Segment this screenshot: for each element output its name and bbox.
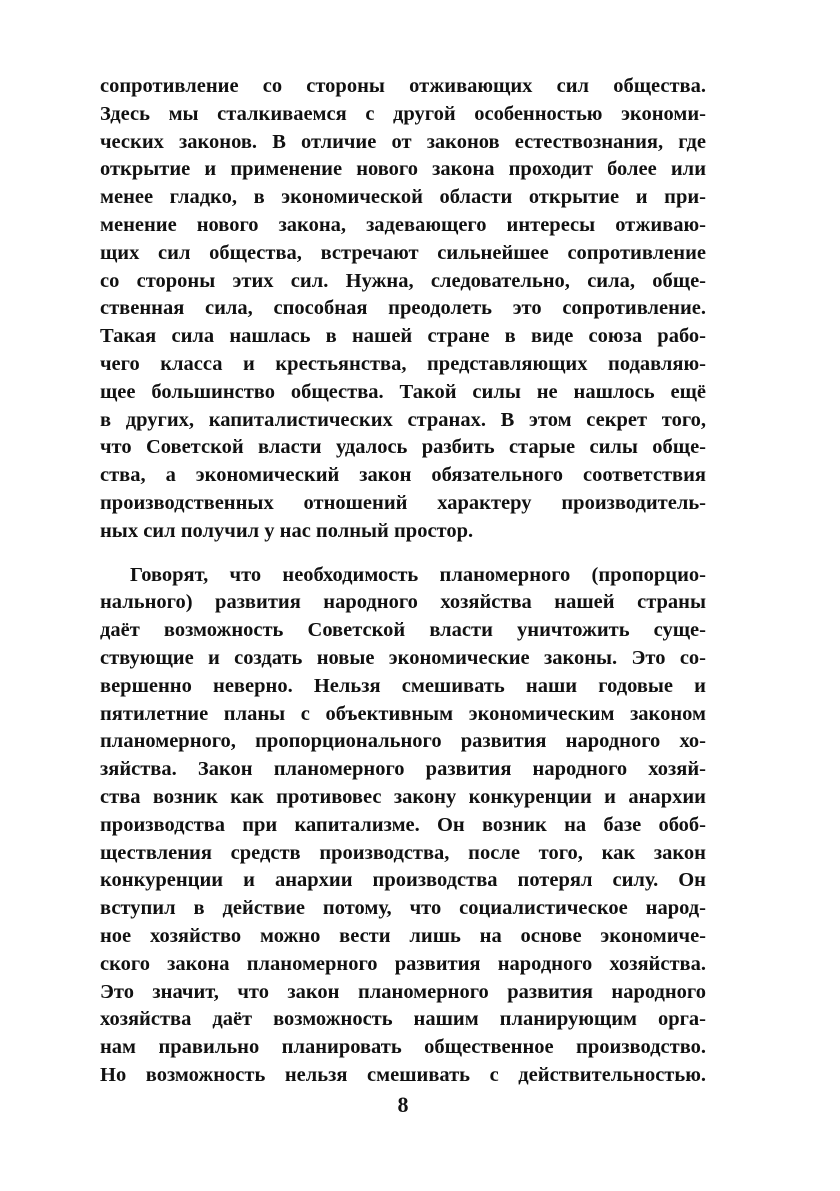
- text-line: ства возник как противовес закону конкуренции и анархии: [100, 785, 706, 808]
- text-line: хозяйства даёт возможность нашим планирующим орга-: [100, 1008, 706, 1031]
- page-number: 8: [397, 1092, 409, 1117]
- text-line: Это значит, что закон планомерного развития народного: [100, 980, 706, 1003]
- text-line: менее гладко, в экономической области открытие и при-: [100, 186, 706, 209]
- text-line: со стороны этих сил. Нужна, следовательно, сила, обще-: [100, 269, 706, 292]
- text-line: нам правильно планировать общественное производство.: [100, 1036, 706, 1059]
- text-line: пятилетние планы с объективным экономическим законом: [100, 702, 706, 725]
- text-line: ществления средств производства, после того, как закон: [100, 841, 706, 864]
- text-line: щее большинство общества. Такой силы не нашлось ещё: [100, 380, 706, 403]
- text-line: ственная сила, способная преодолеть это сопротивление.: [100, 297, 706, 320]
- text-line: конкуренции и анархии производства потерял силу. Он: [100, 869, 706, 892]
- text-line: ческих законов. В отличие от законов естествознания, где: [100, 130, 706, 153]
- text-line: открытие и применение нового закона проходит более или: [100, 158, 706, 181]
- text-line: чего класса и крестьянства, представляющих подавляю-: [100, 352, 706, 375]
- text-line: щих сил общества, встречают сильнейшее сопротивление: [100, 241, 706, 264]
- text-line: что Советской власти удалось разбить старые силы обще-: [100, 436, 706, 459]
- text-line: Говорят, что необходимость планомерного (пропорцио-: [130, 563, 706, 586]
- text-line: ное хозяйство можно вести лишь на основе экономиче-: [100, 924, 706, 947]
- text-line: производственных отношений характеру производитель-: [100, 491, 706, 514]
- text-line: ных сил получил у нас полный простор.: [100, 519, 474, 542]
- text-line: ства, а экономический закон обязательного соответствия: [100, 464, 706, 487]
- text-line: вершенно неверно. Нельзя смешивать наши годовые и: [100, 674, 706, 697]
- text-line: сопротивление со стороны отживающих сил общества.: [100, 75, 706, 97]
- text-line: Но возможность нельзя смешивать с действительностью.: [100, 1063, 706, 1086]
- text-line: производства при капитализме. Он возник на базе обоб-: [100, 813, 706, 836]
- text-line: в других, капиталистических странах. В этом секрет того,: [100, 408, 706, 431]
- text-line: Здесь мы сталкиваемся с другой особенностью экономи-: [100, 102, 706, 125]
- text-line: ского закона планомерного развития народного хозяйства.: [100, 952, 706, 975]
- text-line: вступил в действие потому, что социалистическое народ-: [100, 897, 706, 920]
- text-line: даёт возможность Советской власти уничтожить суще-: [100, 619, 706, 642]
- text-line: ствующие и создать новые экономические законы. Это со-: [100, 646, 706, 669]
- text-line: нального) развития народного хозяйства нашей страны: [100, 591, 706, 614]
- text-line: зяйства. Закон планомерного развития народного хозяй-: [100, 758, 706, 781]
- paragraph: [100, 562, 706, 1090]
- text-line: планомерного, пропорционального развития народного хо-: [100, 730, 706, 753]
- text-line: менение нового закона, задевающего интересы отживаю-: [100, 213, 706, 236]
- text-line: Такая сила нашлась в нашей стране в виде союза рабо-: [100, 325, 706, 348]
- page-body: [100, 73, 706, 1090]
- paragraph: [100, 73, 706, 546]
